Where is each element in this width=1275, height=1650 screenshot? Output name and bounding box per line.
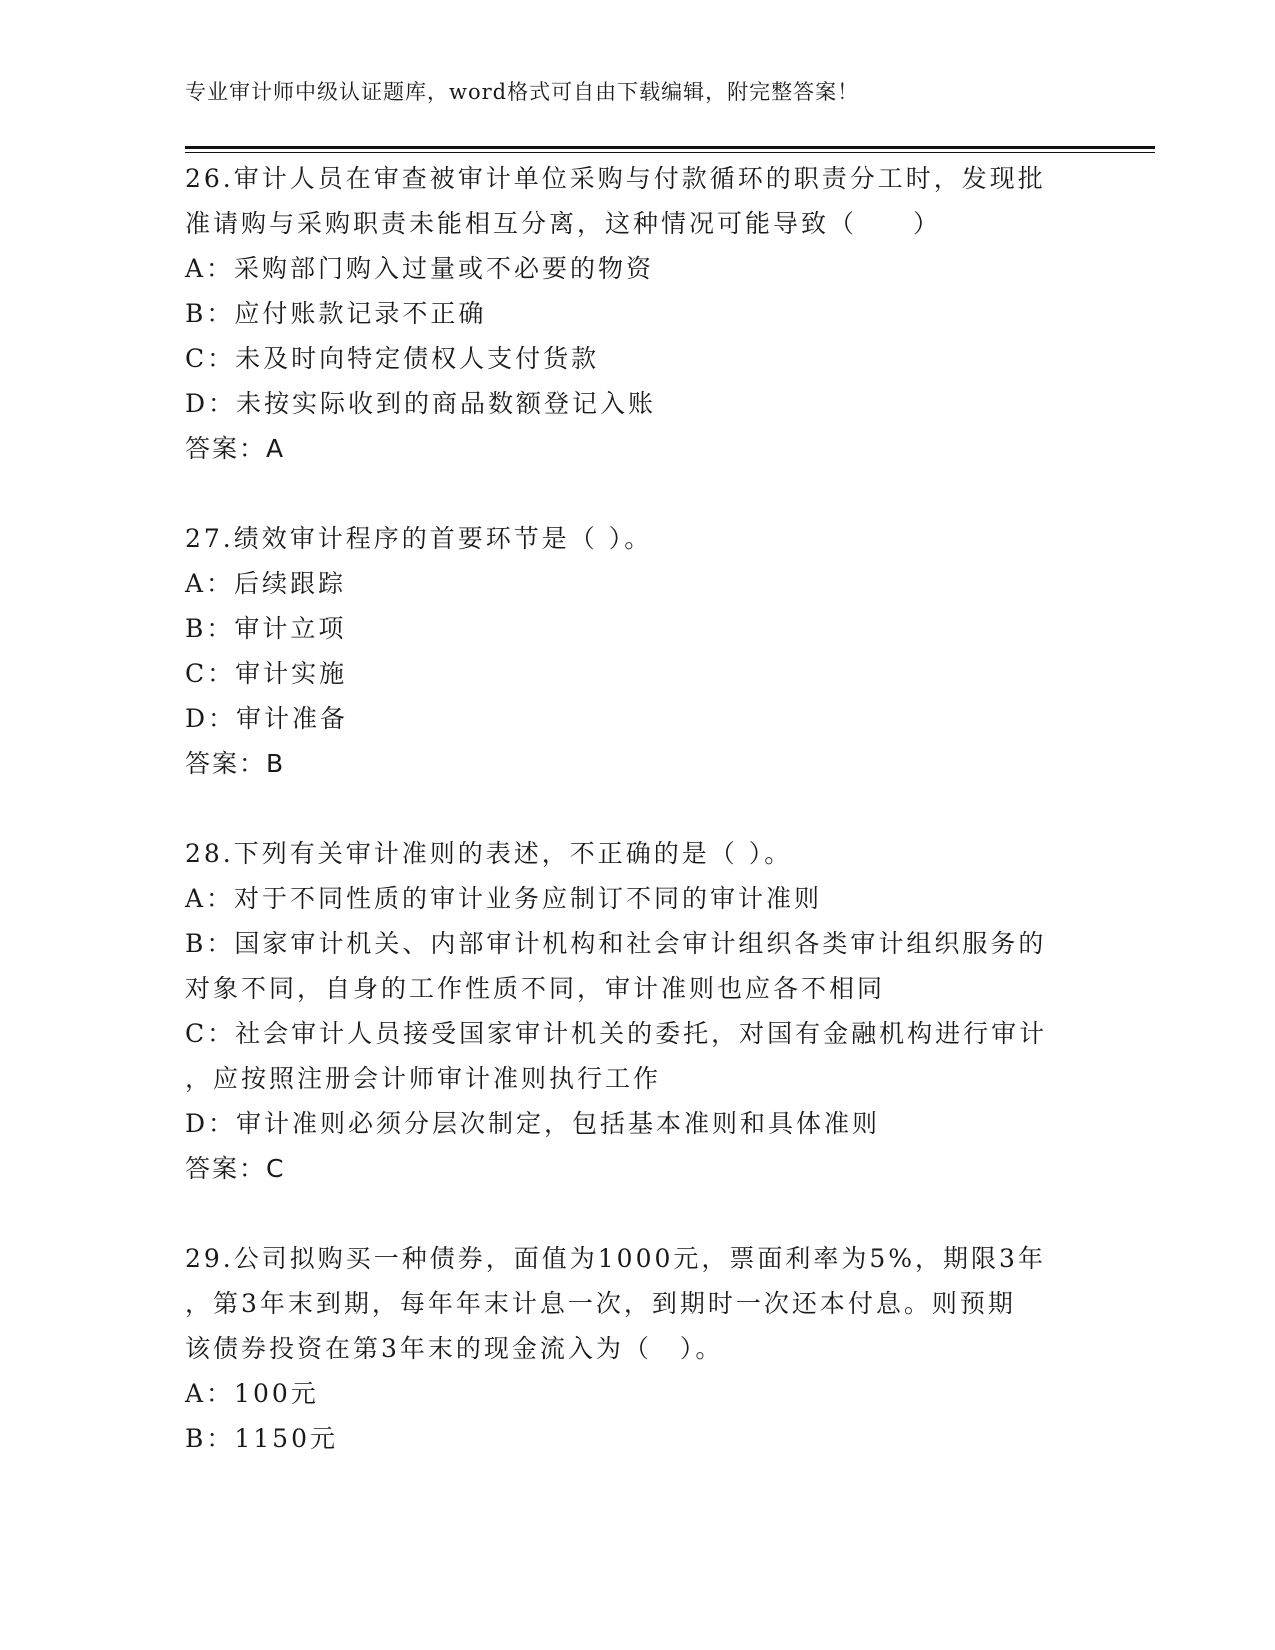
- question-stem-line: 该债券投资在第3年末的现金流入为（ ）。: [185, 1334, 724, 1363]
- option-c-continued: ，应按照注册会计师审计准则执行工作: [185, 1064, 662, 1093]
- question-27: [185, 516, 1085, 786]
- question-stem-line: ，第3年末到期，每年年末计息一次，到期时一次还本付息。则预期: [185, 1289, 1016, 1318]
- question-26: [185, 156, 1085, 471]
- question-spacer: [185, 1191, 1085, 1236]
- option-d: D：审计准备: [185, 704, 349, 733]
- question-stem-line: 29.公司拟购买一种债券，面值为1000元，票面利率为5%，期限3年: [185, 1244, 1046, 1273]
- question-list: [185, 156, 1085, 1461]
- option-c: C：未及时向特定债权人支付货款: [185, 344, 600, 373]
- header-rule: [185, 146, 1155, 149]
- header-rule-thin: [185, 152, 1155, 153]
- answer-line: 答案：A: [185, 434, 286, 463]
- option-b: B：1150元: [185, 1424, 338, 1453]
- option-a: A：100元: [185, 1379, 319, 1408]
- question-stem-line: 26.审计人员在审查被审计单位采购与付款循环的职责分工时，发现批: [185, 164, 1046, 193]
- option-b: B：国家审计机关、内部审计机构和社会审计组织各类审计组织服务的: [185, 929, 1047, 958]
- answer-line: 答案：C: [185, 1154, 286, 1183]
- question-28: [185, 831, 1085, 1191]
- question-29: [185, 1236, 1085, 1461]
- option-b: B：审计立项: [185, 614, 347, 643]
- question-spacer: [185, 471, 1085, 516]
- option-a: A：采购部门购入过量或不必要的物资: [185, 254, 655, 283]
- page-header: 专业审计师中级认证题库，word格式可自由下载编辑，附完整答案！: [185, 80, 860, 104]
- question-stem-line: 28.下列有关审计准则的表述，不正确的是（ ）。: [185, 839, 793, 868]
- option-c: C：社会审计人员接受国家审计机关的委托，对国有金融机构进行审计: [185, 1019, 1048, 1048]
- question-stem-line: 准请购与采购职责未能相互分离，这种情况可能导致（ ）: [185, 209, 942, 238]
- option-c: C：审计实施: [185, 659, 348, 688]
- option-a: A：对于不同性质的审计业务应制订不同的审计准则: [185, 884, 823, 913]
- option-b: B：应付账款记录不正确: [185, 299, 487, 328]
- option-a: A：后续跟踪: [185, 569, 347, 598]
- question-spacer: [185, 786, 1085, 831]
- option-b-continued: 对象不同，自身的工作性质不同，审计准则也应各不相同: [185, 974, 886, 1003]
- option-d: D：审计准则必须分层次制定，包括基本准则和具体准则: [185, 1109, 881, 1138]
- answer-line: 答案：B: [185, 749, 286, 778]
- question-stem-line: 27.绩效审计程序的首要环节是（ ）。: [185, 524, 653, 553]
- option-d: D：未按实际收到的商品数额登记入账: [185, 389, 657, 418]
